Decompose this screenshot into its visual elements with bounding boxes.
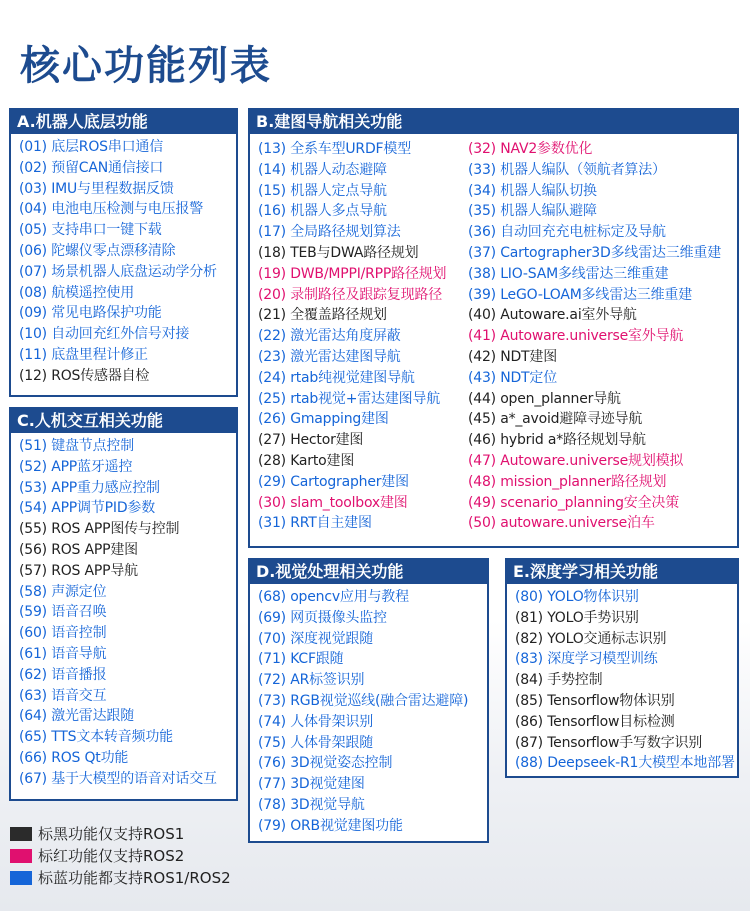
feature-item: (81) YOLO手势识别: [515, 609, 639, 626]
legend-row-red: [10, 845, 231, 867]
panel-d: [248, 558, 489, 843]
legend-swatch-blue: [10, 871, 32, 885]
feature-item: (82) YOLO交通标志识别: [515, 630, 667, 647]
feature-item: (87) Tensorflow手写数字识别: [515, 734, 703, 751]
legend-row-blue: [10, 867, 231, 889]
feature-item: (88) Deepseek-R1大模型本地部署: [515, 755, 735, 772]
panel-d-header: D.视觉处理相关功能: [250, 560, 487, 584]
panel-e-header: E.深度学习相关功能: [507, 560, 737, 584]
feature-item: (37) Cartographer3D多线雷达三维重建: [468, 244, 721, 261]
feature-item: (40) Autoware.ai室外导航: [468, 307, 637, 324]
feature-item: (14) 机器人动态避障: [258, 161, 387, 178]
feature-item: (75) 人体骨架跟随: [258, 734, 373, 751]
feature-item: (17) 全局路径规划算法: [258, 224, 401, 241]
feature-item: (52) APP蓝牙遥控: [19, 458, 133, 475]
feature-item: (55) ROS APP图传与控制: [19, 521, 180, 538]
feature-item: (58) 声源定位: [19, 583, 107, 600]
feature-item: (67) 基于大模型的语音对话交互: [19, 770, 217, 787]
feature-item: (20) 录制路径及跟踪复现路径: [258, 286, 442, 303]
panel-b: [248, 108, 739, 548]
legend-text-blue: 标蓝功能都支持ROS1/ROS2: [38, 869, 231, 887]
legend-row-black: [10, 823, 231, 845]
panel-b-header: B.建图导航相关功能: [250, 110, 737, 134]
feature-item: (02) 预留CAN通信接口: [19, 159, 164, 176]
feature-item: (86) Tensorflow目标检测: [515, 713, 675, 730]
feature-item: (69) 网页摄像头监控: [258, 609, 387, 626]
feature-item: (68) opencv应用与教程: [258, 589, 409, 605]
feature-item: (56) ROS APP建图: [19, 541, 138, 558]
feature-item: (42) NDT建图: [468, 348, 557, 365]
panel-b-list-right: [460, 136, 737, 534]
feature-item: (32) NAV2参数优化: [468, 141, 593, 157]
feature-item: (24) rtab纯视觉建图导航: [258, 369, 415, 386]
feature-item: (49) scenario_planning安全决策: [468, 494, 680, 511]
feature-item: (27) Hector建图: [258, 432, 364, 449]
feature-item: (33) 机器人编队（领航者算法）: [468, 161, 666, 178]
feature-item: (83) 深度学习模型训练: [515, 651, 658, 668]
feature-item: (19) DWB/MPPI/RPP路径规划: [258, 265, 447, 282]
panel-b-list-left: [250, 136, 460, 534]
feature-item: (64) 激光雷达跟随: [19, 708, 134, 725]
panel-a-list: [11, 134, 236, 387]
feature-item: (73) RGB视觉巡线(融合雷达避障): [258, 692, 469, 709]
feature-item: (26) Gmapping建图: [258, 411, 389, 428]
feature-item: (21) 全覆盖路径规划: [258, 307, 387, 324]
feature-item: (10) 自动回充红外信号对接: [19, 326, 190, 343]
feature-item: (25) rtab视觉+雷达建图导航: [258, 390, 441, 407]
feature-item: (62) 语音播报: [19, 666, 107, 683]
legend-text-black: 标黑功能仅支持ROS1: [38, 825, 185, 843]
feature-item: (13) 全系车型URDF模型: [258, 141, 411, 157]
feature-item: (80) YOLO物体识别: [515, 589, 639, 605]
feature-item: (31) RRT自主建图: [258, 515, 372, 532]
feature-item: (23) 激光雷达建图导航: [258, 348, 401, 365]
feature-item: (12) ROS传感器自检: [19, 367, 150, 384]
panel-a: [9, 108, 238, 397]
feature-item: (39) LeGO-LOAM多线雷达三维重建: [468, 286, 692, 303]
feature-item: (51) 键盘节点控制: [19, 438, 134, 454]
legend-swatch-black: [10, 827, 32, 841]
panel-c-list: [11, 433, 236, 790]
feature-item: (61) 语音导航: [19, 645, 107, 662]
feature-item: (45) a*_avoid避障寻迹导航: [468, 411, 643, 428]
feature-item: (08) 航模遥控使用: [19, 284, 134, 301]
feature-item: (22) 激光雷达角度屏蔽: [258, 328, 401, 345]
feature-item: (48) mission_planner路径规划: [468, 473, 667, 490]
feature-item: (11) 底盘里程计修正: [19, 346, 148, 363]
feature-item: (70) 深度视觉跟随: [258, 630, 373, 647]
feature-item: (71) KCF跟随: [258, 651, 344, 668]
panel-c: [9, 407, 238, 801]
feature-item: (30) slam_toolbox建图: [258, 494, 408, 511]
feature-item: (15) 机器人定点导航: [258, 182, 387, 199]
feature-item: (60) 语音控制: [19, 625, 107, 642]
feature-item: (72) AR标签识别: [258, 672, 365, 689]
feature-item: (28) Karto建图: [258, 452, 355, 469]
page-title: 核心功能列表: [20, 43, 272, 89]
feature-item: (35) 机器人编队避障: [468, 203, 597, 220]
feature-item: (36) 自动回充充电桩标定及导航: [468, 224, 666, 241]
feature-item: (78) 3D视觉导航: [258, 796, 365, 813]
feature-item: (77) 3D视觉建图: [258, 776, 365, 793]
feature-item: (53) APP重力感应控制: [19, 479, 160, 496]
panel-e-list: [507, 584, 737, 774]
feature-item: (09) 常见电路保护功能: [19, 305, 162, 322]
legend-swatch-red: [10, 849, 32, 863]
panel-c-header: C.人机交互相关功能: [11, 409, 236, 433]
feature-item: (59) 语音召唤: [19, 604, 107, 621]
feature-item: (74) 人体骨架识别: [258, 713, 373, 730]
legend: [10, 823, 231, 889]
feature-item: (65) TTS文本转音频功能: [19, 729, 173, 746]
feature-item: (34) 机器人编队切换: [468, 182, 597, 199]
panel-d-list: [250, 584, 487, 837]
feature-item: (05) 支持串口一键下载: [19, 222, 162, 239]
feature-item: (29) Cartographer建图: [258, 473, 409, 490]
feature-item: (16) 机器人多点导航: [258, 203, 387, 220]
feature-item: (84) 手势控制: [515, 672, 603, 689]
feature-item: (44) open_planner导航: [468, 390, 621, 407]
feature-item: (38) LIO-SAM多线雷达三维重建: [468, 265, 669, 282]
feature-item: (46) hybrid a*路径规划导航: [468, 432, 646, 449]
feature-item: (04) 电池电压检测与电压报警: [19, 201, 203, 218]
feature-item: (43) NDT定位: [468, 369, 557, 386]
feature-item: (66) ROS Qt功能: [19, 749, 129, 766]
panel-e: [505, 558, 739, 778]
feature-item: (54) APP调节PID参数: [19, 500, 156, 517]
legend-text-red: 标红功能仅支持ROS2: [38, 847, 185, 865]
feature-item: (07) 场景机器人底盘运动学分析: [19, 263, 217, 280]
feature-item: (01) 底层ROS串口通信: [19, 139, 164, 155]
feature-item: (57) ROS APP导航: [19, 562, 138, 579]
feature-item: (03) IMU与里程数据反馈: [19, 180, 174, 197]
feature-item: (18) TEB与DWA路径规划: [258, 244, 419, 261]
feature-item: (41) Autoware.universe室外导航: [468, 328, 684, 345]
feature-item: (06) 陀螺仪零点漂移清除: [19, 242, 176, 259]
feature-item: (50) autoware.universe泊车: [468, 515, 655, 532]
feature-item: (85) Tensorflow物体识别: [515, 692, 675, 709]
feature-item: (79) ORB视觉建图功能: [258, 817, 403, 834]
feature-item: (47) Autoware.universe规划模拟: [468, 452, 684, 469]
panel-a-header: A.机器人底层功能: [11, 110, 236, 134]
feature-item: (63) 语音交互: [19, 687, 107, 704]
feature-item: (76) 3D视觉姿态控制: [258, 755, 393, 772]
